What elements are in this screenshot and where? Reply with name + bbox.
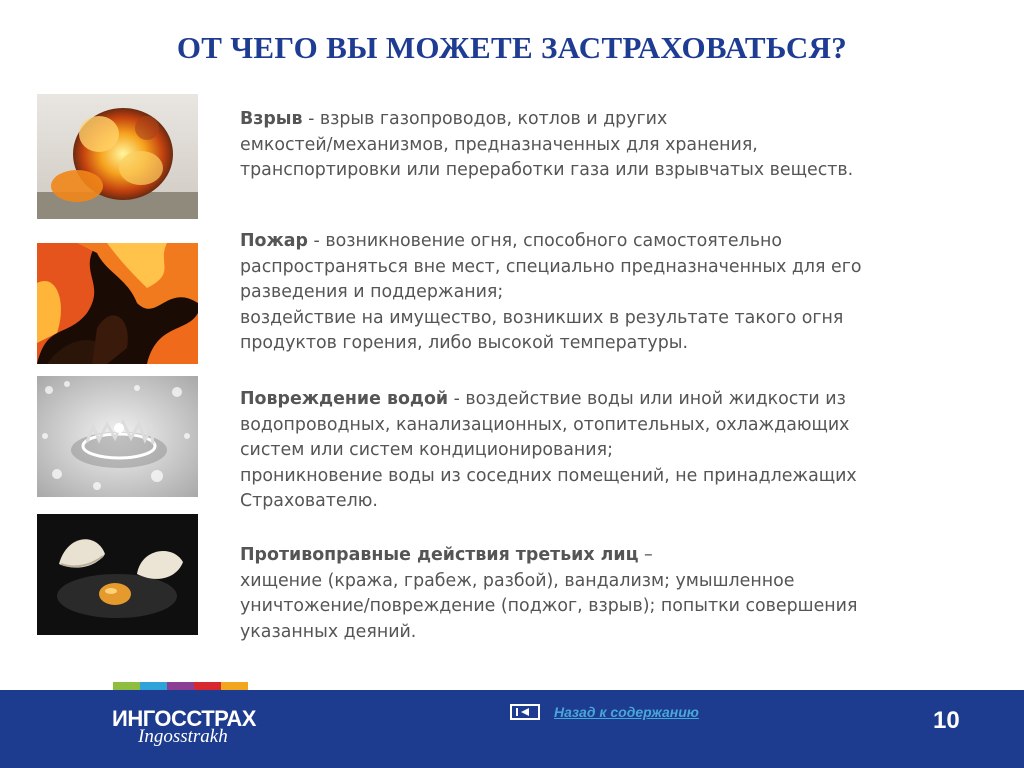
text-line: указанных деяний. [240, 621, 417, 642]
logo-main-text: ИНГОССТРАХ [112, 706, 256, 731]
text-line: продуктов горения, либо высокой температуры. [240, 333, 689, 354]
broken-egg-image [37, 514, 198, 635]
text-line: – [638, 545, 653, 565]
text-line: емкостей/механизмов, предназначенных для хранения, [240, 134, 758, 155]
water-damage-description [240, 387, 1000, 515]
text-line: транспортировки или переработки газа или взрывчатых веществ. [240, 160, 854, 181]
text-line: водопроводных, канализационных, отопительных, охлаждающих [240, 414, 850, 435]
stripe-orange [221, 682, 248, 690]
back-to-contents-link[interactable] [510, 704, 699, 720]
brand-stripes [113, 682, 248, 690]
back-arrow-icon [510, 704, 540, 720]
explosion-image [37, 94, 198, 219]
text-line: хищение (кража, грабеж, разбой), вандализм; умышленное [240, 570, 795, 591]
stripe-green [113, 682, 140, 690]
ingosstrakh-logo [112, 706, 256, 748]
text-line: уничтожение/повреждение (поджог, взрыв); попытки совершения [240, 596, 858, 617]
back-link-label: Назад к содержанию [554, 704, 699, 720]
logo-script-text: Ingosstrakh [138, 726, 228, 747]
text-line: - взрыв газопроводов, котлов и других [302, 109, 668, 129]
stripe-purple [167, 682, 194, 690]
stripe-blue [140, 682, 167, 690]
term-third-party: Противоправные действия третьих лиц [240, 545, 639, 565]
fire-description [240, 229, 1000, 357]
term-water-damage: Повреждение водой [240, 389, 449, 409]
term-explosion: Взрыв [240, 109, 303, 129]
text-line: - возникновение огня, способного самостоятельно [308, 231, 782, 251]
text-line: разведения и поддержания; [240, 282, 504, 303]
page-title: ОТ ЧЕГО ВЫ МОЖЕТЕ ЗАСТРАХОВАТЬСЯ? [176, 30, 848, 65]
text-line: - воздействие воды или иной жидкости из [448, 389, 846, 409]
stripe-red [194, 682, 221, 690]
text-line: проникновение воды из соседних помещений, не принадлежащих [240, 465, 857, 486]
text-line: Страхователю. [240, 491, 378, 512]
explosion-description [240, 107, 1000, 184]
text-line: распространяться вне мест, специально предназначенных для его [240, 256, 862, 277]
third-party-description [240, 543, 1000, 645]
fire-image [37, 243, 198, 364]
water-splash-image [37, 376, 198, 497]
page-number: 10 [933, 707, 960, 734]
term-fire: Пожар [240, 231, 308, 251]
text-line: систем или систем кондиционирования; [240, 440, 613, 461]
text-line: воздействие на имущество, возникших в результате такого огня [240, 307, 844, 328]
